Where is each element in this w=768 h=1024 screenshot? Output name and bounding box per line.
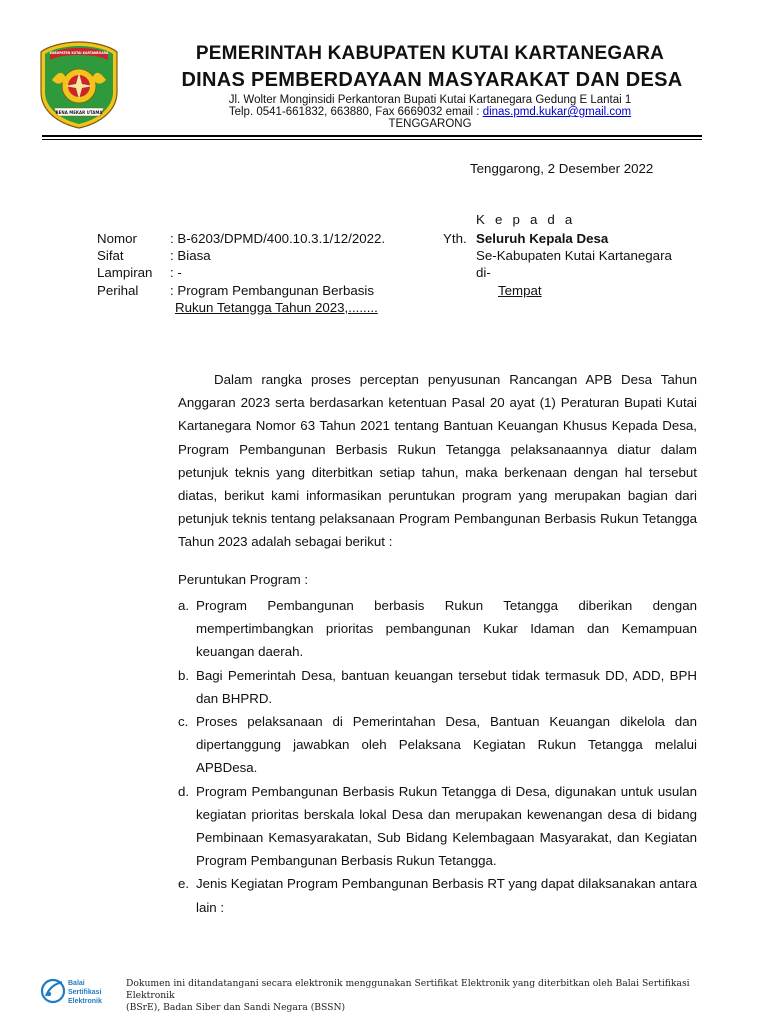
esign-notice-line2: (BSrE), Badan Siber dan Sandi Negara (BSSN) [126, 1002, 346, 1013]
agency-city: TENGGARONG [388, 118, 472, 130]
recipient-name: Seluruh Kepala Desa [476, 231, 609, 246]
agency-name-line2: DINAS PEMBERDAYAAN MASYARAKAT DAN DESA [181, 69, 683, 91]
list-item [178, 710, 697, 780]
recipient-kepada: K e p a d a [476, 212, 576, 227]
list-item [178, 872, 697, 918]
list-marker: a. [178, 598, 190, 613]
letter-date: Tenggarong, 2 Desember 2022 [470, 161, 654, 176]
agency-address: Jl. Wolter Monginsidi Perkantoran Bupati Kutai Kartanegara Gedung E Lantai 1 [228, 94, 632, 106]
agency-name-line1: PEMERINTAH KABUPATEN KUTAI KARTANEGARA [195, 43, 665, 64]
list-marker: b. [178, 667, 190, 683]
meta-label-perihal: Perihal [97, 283, 139, 298]
meta-value-lampiran: : - [170, 265, 182, 280]
list-item-text: Program Pembangunan berbasis Rukun Tetangga diberikan dengan mempertimbangkan prioritas pembangunan Kukar Idaman dan Kemampuan keuangan daerah. [196, 598, 697, 660]
list-marker: c. [178, 714, 189, 730]
logo-bottom-text: RENA MEKAR UTAMA [55, 110, 103, 115]
agency-email-link[interactable]: dinas.pmd.kukar@gmail.com [482, 106, 632, 118]
meta-value-nomor: : B-6203/DPMD/400.10.3.1/12/2022. [170, 231, 386, 246]
meta-value-sifat: : Biasa [170, 248, 211, 263]
meta-label-nomor: Nomor [97, 231, 137, 246]
list-marker: e. [178, 876, 190, 892]
bsre-logo-text-1: Balai [68, 980, 85, 987]
recipient-tempat: Tempat [498, 283, 542, 298]
list-item [178, 780, 697, 873]
header-rule-thick [42, 135, 702, 137]
meta-label-sifat: Sifat [97, 248, 124, 263]
recipient-region: Se-Kabupaten Kutai Kartanegara [476, 248, 672, 263]
list-item-text: Proses pelaksanaan di Pemerintahan Desa, Bantuan Keuangan dikelola dan dipertanggung jawabkan oleh Pelaksana Kegiatan Rukun Tetangga melalui APBDesa. [196, 714, 697, 776]
header-rule-thin [42, 139, 702, 140]
program-list [178, 594, 697, 919]
esign-notice [126, 978, 736, 1014]
list-marker: d. [178, 783, 190, 799]
body-paragraph: Dalam rangka proses perceptan penyusunan Rancangan APB Desa Tahun Anggaran 2023 serta berdasarkan ketentuan Pasal 20 ayat (1) Peraturan Bupati Kutai Kartanegara Nomor 63 Tahun 2021 tentang Bantuan Keuangan Khusus Kepada Desa, Program Pembangunan Berbasis Rukun Tetangga pelaksanaannya diatur dalam petunjuk teknis yang diterbitkan setiap tahun, maka berkenaan dengan hal tersebut diatas, berikut kami informasikan peruntukan program yang merupakan bagian dari petunjuk teknis tentang pelaksanaan Program Pembangunan Berbasis Rukun Tetangga Tahun 2023 adalah sebagai berikut : [178, 372, 697, 550]
agency-phone: Telp. 0541-661832, 663880, Fax 6669032 email : [228, 106, 483, 118]
regency-emblem-logo [38, 40, 120, 130]
recipient-di: di- [476, 265, 491, 280]
bsre-logo-text-3: Elektronik [68, 998, 102, 1005]
meta-value-perihal-cont: Rukun Tetangga Tahun 2023,........ [175, 300, 378, 315]
list-item [178, 664, 697, 710]
bsre-logo [40, 974, 124, 1008]
list-item-text: Bagi Pemerintah Desa, bantuan keuangan tersebut tidak termasuk DD, ADD, BPH dan BHPRD. [196, 667, 697, 706]
bsre-logo-text-2: Sertifikasi [68, 989, 102, 996]
meta-value-perihal: : Program Pembangunan Berbasis [170, 283, 374, 298]
list-item [178, 594, 697, 664]
esign-notice-line1: Dokumen ini ditandatangani secara elektronik menggunakan Sertifikat Elektronik yang diterbitkan oleh Balai Sertifikasi Elektronik [126, 978, 690, 1001]
list-heading: Peruntukan Program : [178, 572, 309, 587]
logo-top-text: KABUPATEN KUTAI KARTANEGARA [49, 51, 109, 55]
recipient-yth: Yth. [443, 231, 467, 246]
list-item-text: Program Pembangunan Berbasis Rukun Tetangga di Desa, digunakan untuk usulan kegiatan prioritas berskala lokal Desa dan merupakan kewenangan desa di bidang Pembinaan Kemasyarakatan, Sub Bidang Kelembagaan Masyarakat, dan Kegiatan Program Pembangunan Berbasis Rukun Tetangga. [196, 783, 697, 869]
list-item-text: Jenis Kegiatan Program Pembangunan Berbasis RT yang dapat dilaksanakan antara lain : [196, 876, 697, 915]
meta-label-lampiran: Lampiran [97, 265, 153, 280]
